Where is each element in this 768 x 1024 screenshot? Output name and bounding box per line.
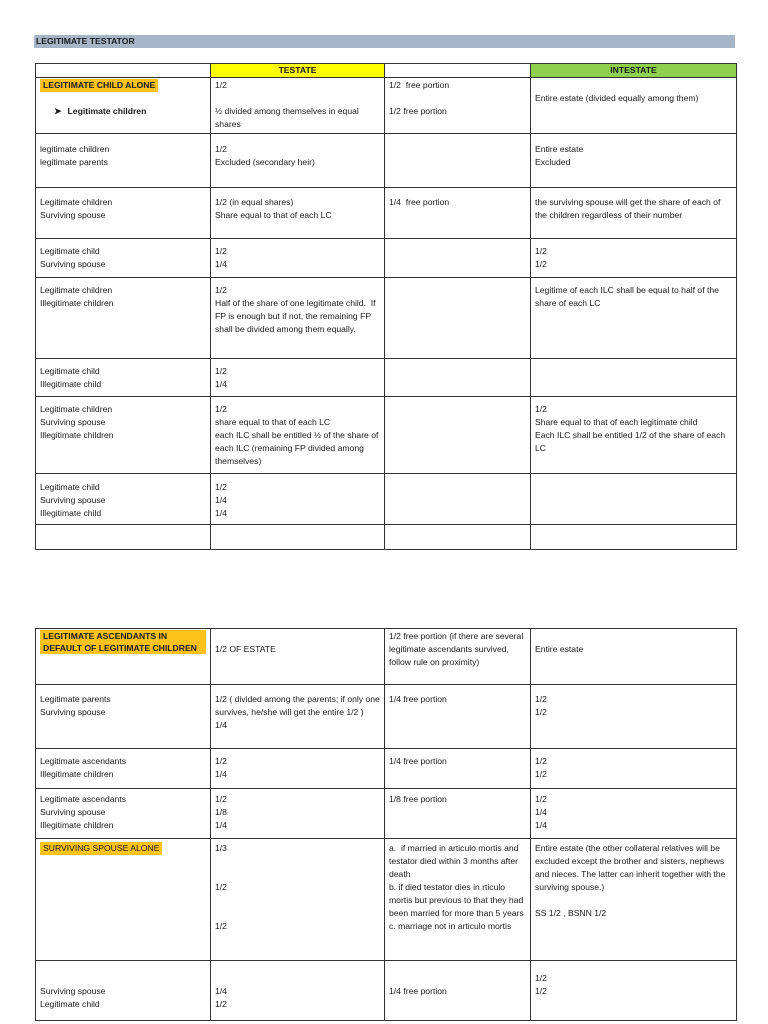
- testate-cell: [211, 239, 385, 278]
- intestate-cell: [531, 278, 737, 359]
- intestate-value: 1/2: [535, 404, 547, 414]
- intestate-cell: [531, 839, 737, 961]
- share-value: 1/2: [215, 756, 227, 766]
- share-value: share equal to that of each LC: [215, 417, 331, 427]
- table-row: [36, 474, 737, 525]
- free-portion-cell: [385, 961, 531, 1021]
- heir-cell: [36, 239, 211, 278]
- highlighted-heading: LEGITIMATE ASCENDANTS IN DEFAULT OF LEGITIMATE CHILDREN: [40, 630, 206, 654]
- intestate-cell: [531, 789, 737, 839]
- heir-name: Illegitimate children: [40, 430, 114, 440]
- share-value: 1/4: [215, 495, 227, 505]
- table-row: [36, 278, 737, 359]
- intestate-cell: [531, 239, 737, 278]
- intestate-value: 1/2: [535, 707, 547, 717]
- testate-cell: [211, 685, 385, 749]
- heir-cell: [36, 749, 211, 789]
- share-value: 1/2 OF ESTATE: [215, 644, 276, 654]
- table-row: [36, 134, 737, 188]
- intestate-value: 1/4: [535, 807, 547, 817]
- share-value: 1/2: [215, 366, 227, 376]
- free-portion-value: 1/4 free portion: [389, 694, 447, 704]
- intestate-value: 1/2: [535, 756, 547, 766]
- intestate-value: 1/2: [535, 973, 547, 983]
- testate-cell: [211, 961, 385, 1021]
- heir-cell: [36, 685, 211, 749]
- intestate-value: Entire estate (divided equally among them): [535, 93, 699, 103]
- share-value: 1/4: [215, 508, 227, 518]
- share-value: 1/2: [215, 794, 227, 804]
- testate-cell: [211, 749, 385, 789]
- free-portion-cell: [385, 839, 531, 961]
- table-row: [36, 839, 737, 961]
- share-value: 1/2: [215, 285, 227, 295]
- heir-name: Illegitimate child: [40, 379, 102, 389]
- empty-cell: [211, 525, 385, 550]
- highlighted-heading: SURVIVING SPOUSE ALONE: [40, 842, 162, 855]
- heir-cell: [36, 629, 211, 685]
- share-value: 1/3: [215, 843, 227, 853]
- heir-cell: [36, 188, 211, 239]
- share-value: Excluded (secondary heir): [215, 157, 315, 167]
- intestate-cell: [531, 78, 737, 134]
- heir-name: Legitimate parents: [40, 694, 111, 704]
- heir-cell: [36, 134, 211, 188]
- heir-cell: [36, 397, 211, 474]
- intestate-cell: [531, 474, 737, 525]
- heir-name: Legitimate ascendants: [40, 756, 126, 766]
- testate-cell: [211, 474, 385, 525]
- intestate-value: Share equal to that of each legitimate child: [535, 417, 698, 427]
- intestate-value: 1/2: [535, 246, 547, 256]
- share-value: ½ divided among themselves in equal shares: [215, 106, 362, 129]
- free-portion-value: a. if married in articulo mortis and testator died within 3 months after death: [389, 843, 521, 879]
- ascendants-table: [35, 628, 737, 1021]
- empty-cell: [385, 525, 531, 550]
- header-intestate: INTESTATE: [531, 64, 737, 78]
- intestate-value: Legitime of each ILC shall be equal to half of the share of each LC: [535, 285, 722, 308]
- share-value: 1/2: [215, 80, 227, 90]
- intestate-value: 1/4: [535, 820, 547, 830]
- heir-cell: [36, 789, 211, 839]
- intestate-cell: [531, 359, 737, 397]
- heir-name: Legitimate child: [40, 482, 100, 492]
- intestate-cell: [531, 397, 737, 474]
- table-row: [36, 961, 737, 1021]
- heir-cell: [36, 961, 211, 1021]
- share-value: 1/4: [215, 769, 227, 779]
- share-value: 1/2 ( divided among the parents; if only one survives, he/she will get the entire 1/2 ): [215, 694, 383, 717]
- heir-cell: [36, 474, 211, 525]
- free-portion-value: 1/4 free portion: [389, 756, 447, 766]
- heir-name: Legitimate children: [40, 404, 113, 414]
- intestate-cell: [531, 188, 737, 239]
- intestate-cell: [531, 961, 737, 1021]
- empty-cell: [531, 525, 737, 550]
- section-title: LEGITIMATE TESTATOR: [34, 35, 735, 48]
- empty-cell: [36, 525, 211, 550]
- testate-cell: [211, 629, 385, 685]
- intestate-value: Excluded: [535, 157, 571, 167]
- intestate-cell: [531, 749, 737, 789]
- heir-name: Legitimate child: [40, 999, 100, 1009]
- free-portion-value: 1/8 free portion: [389, 794, 447, 804]
- free-portion-value: c. marriage not in articulo mortis: [389, 921, 512, 931]
- bullet-label: Legitimate children: [67, 106, 147, 116]
- share-value: 1/2: [215, 144, 227, 154]
- table-row: [36, 359, 737, 397]
- highlighted-heading: LEGITIMATE CHILD ALONE: [40, 79, 158, 92]
- share-value: 1/2: [215, 404, 227, 414]
- testate-cell: [211, 134, 385, 188]
- heir-name: Surviving spouse: [40, 707, 106, 717]
- intestate-value: Entire estate: [535, 144, 584, 154]
- share-value: 1/8: [215, 807, 227, 817]
- free-portion-value: 1/4 free portion: [389, 197, 450, 207]
- testate-cell: [211, 78, 385, 134]
- heir-name: Legitimate child: [40, 246, 100, 256]
- heir-name: Surviving spouse: [40, 259, 106, 269]
- testate-cell: [211, 188, 385, 239]
- free-portion-cell: [385, 789, 531, 839]
- heir-name: Legitimate children: [40, 285, 113, 295]
- share-value: each ILC shall be entitled ½ of the share of each ILC (remaining FP divided among themselves): [215, 430, 381, 466]
- free-portion-value: 1/4 free portion: [389, 986, 447, 996]
- intestate-cell: [531, 685, 737, 749]
- free-portion-cell: [385, 749, 531, 789]
- share-value: 1/4: [215, 820, 227, 830]
- free-portion-value: 1/2 free portion: [389, 106, 447, 116]
- share-value: 1/4: [215, 720, 227, 730]
- free-portion-cell: [385, 239, 531, 278]
- bullet-item: [40, 105, 206, 118]
- table-row: [36, 188, 737, 239]
- share-value: 1/4: [215, 986, 227, 996]
- heir-name: Illegitimate children: [40, 820, 114, 830]
- intestate-value: Each ILC shall be entitled 1/2 of the share of each LC: [535, 430, 728, 453]
- table-row: [36, 685, 737, 749]
- intestate-value: Entire estate (the other collateral relatives will be excluded except the brother and sisters, nephews and nieces. The latter can inherit together with the surviving spouse.): [535, 843, 728, 892]
- intestate-value: 1/2: [535, 986, 547, 996]
- table-row: [36, 749, 737, 789]
- share-value: 1/4: [215, 259, 227, 269]
- heir-name: Surviving spouse: [40, 807, 106, 817]
- intestate-value: 1/2: [535, 769, 547, 779]
- header-blank-cell: [36, 64, 211, 78]
- intestate-value: SS 1/2 , BSNN 1/2: [535, 908, 607, 918]
- heir-name: Surviving spouse: [40, 986, 106, 996]
- intestate-cell: [531, 629, 737, 685]
- header-blank-cell: [385, 64, 531, 78]
- free-portion-value: 1/2 free portion: [389, 80, 450, 90]
- free-portion-cell: [385, 188, 531, 239]
- share-value: 1/2: [215, 882, 227, 892]
- free-portion-cell: [385, 397, 531, 474]
- table-row: [36, 239, 737, 278]
- table-row: [36, 78, 737, 134]
- intestate-value: 1/2: [535, 259, 547, 269]
- heir-name: Surviving spouse: [40, 210, 106, 220]
- testate-cell: [211, 839, 385, 961]
- heir-name: Illegitimate child: [40, 508, 102, 518]
- heir-name: Illegitimate children: [40, 298, 114, 308]
- arrow-bullet-icon: ➤: [54, 106, 62, 116]
- table-row: [36, 397, 737, 474]
- heir-name: Legitimate children: [40, 197, 113, 207]
- heir-name: Surviving spouse: [40, 417, 106, 427]
- heir-cell: [36, 839, 211, 961]
- share-value: Share equal to that of each LC: [215, 210, 332, 220]
- intestate-value: 1/2: [535, 794, 547, 804]
- heir-cell: [36, 78, 211, 134]
- share-value: 1/2: [215, 482, 227, 492]
- testate-cell: [211, 789, 385, 839]
- free-portion-cell: [385, 474, 531, 525]
- header-testate: TESTATE: [211, 64, 385, 78]
- table-row-empty: [36, 525, 737, 550]
- free-portion-value: 1/2 free portion (if there are several legitimate ascendants survived, follow rule on proximity): [389, 631, 526, 667]
- free-portion-cell: [385, 278, 531, 359]
- testate-cell: [211, 278, 385, 359]
- share-value: 1/2 (in equal shares): [215, 197, 294, 207]
- free-portion-value: b. if died testator dies in rticulo mortis but previous to that they had been married for more than 5 years: [389, 882, 526, 918]
- heir-name: Legitimate ascendants: [40, 794, 126, 804]
- free-portion-cell: [385, 134, 531, 188]
- intestate-cell: [531, 134, 737, 188]
- heir-name: Illegitimate children: [40, 769, 114, 779]
- heir-name: legitimate parents: [40, 157, 108, 167]
- heir-cell: [36, 278, 211, 359]
- share-value: 1/2: [215, 999, 227, 1009]
- free-portion-cell: [385, 685, 531, 749]
- share-value: 1/2: [215, 246, 227, 256]
- heir-name: Surviving spouse: [40, 495, 106, 505]
- intestate-value: the surviving spouse will get the share of each of the children regardless of their number: [535, 197, 723, 220]
- heir-cell: [36, 359, 211, 397]
- testate-cell: [211, 359, 385, 397]
- testate-cell: [211, 397, 385, 474]
- free-portion-cell: [385, 359, 531, 397]
- share-value: 1/2: [215, 921, 227, 931]
- heir-name: Legitimate child: [40, 366, 100, 376]
- heir-name: legitimate children: [40, 144, 110, 154]
- table-row: [36, 629, 737, 685]
- share-value: 1/4: [215, 379, 227, 389]
- legitimate-testator-table: [35, 63, 737, 550]
- free-portion-cell: [385, 78, 531, 134]
- table-row: [36, 789, 737, 839]
- share-value: Half of the share of one legitimate child. If FP is enough but if not, the remaining FP shall be divided among them equally.: [215, 298, 378, 334]
- free-portion-cell: [385, 629, 531, 685]
- intestate-value: Entire estate: [535, 644, 584, 654]
- intestate-value: 1/2: [535, 694, 547, 704]
